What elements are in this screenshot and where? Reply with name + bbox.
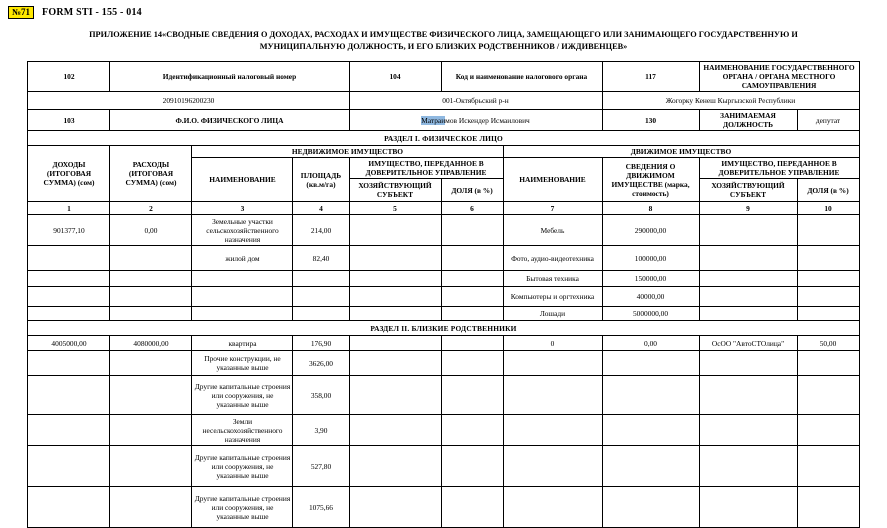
cell-movable-name: 0 (503, 336, 602, 351)
cell-subject-2 (699, 415, 797, 446)
cell-income (28, 376, 110, 415)
cell-area: 1075,66 (293, 487, 349, 528)
cell-expense (110, 376, 192, 415)
cell-subject-2: ОсОО "АвтоСТОлица" (699, 336, 797, 351)
cell-share (441, 307, 503, 321)
cell-subject (349, 415, 441, 446)
cell-area: 214,00 (293, 215, 349, 246)
cell-share (441, 376, 503, 415)
cell-movable-name: Бытовая техника (503, 271, 602, 287)
cell-subject (349, 271, 441, 287)
table-row (28, 487, 859, 528)
colnum-4: 4 (293, 202, 349, 215)
header-share: ДОЛЯ (в %) (441, 179, 503, 202)
table-row (28, 287, 859, 307)
cell-income (28, 487, 110, 528)
cell-subject-2 (699, 376, 797, 415)
cell-subject (349, 215, 441, 246)
cell-share-2 (797, 215, 859, 246)
header-movable: ДВИЖИМОЕ ИМУЩЕСТВО (503, 146, 859, 158)
cell-area: 3626,00 (293, 351, 349, 376)
document-number-badge: №71 (8, 6, 34, 19)
cell-income (28, 415, 110, 446)
cell-movable-info (602, 376, 699, 415)
colnum-2: 2 (110, 202, 192, 215)
cell-movable-name: Лошади (503, 307, 602, 321)
cell-income: 901377,10 (28, 215, 110, 246)
cell-name: Другие капитальные строения или сооружения, не указанные выше (192, 446, 293, 487)
cell-subject-2 (699, 287, 797, 307)
cell-movable-info: 290000,00 (602, 215, 699, 246)
cell-movable-name: Фото, аудио-видеотехника (503, 246, 602, 271)
colnum-6: 6 (441, 202, 503, 215)
cell-share-2 (797, 415, 859, 446)
cell-movable-name (503, 376, 602, 415)
cell-share (441, 446, 503, 487)
state-org-value: Жогорку Кенеш Кыргызской Республики (602, 92, 859, 110)
cell-movable-name (503, 446, 602, 487)
header-trust-immovable: ИМУЩЕСТВО, ПЕРЕДАННОЕ В ДОВЕРИТЕЛЬНОЕ УПРАВЛЕНИЕ (349, 158, 503, 179)
inn-value: 20910196200230 (28, 92, 349, 110)
code-102: 102 (28, 62, 110, 92)
cell-expense (110, 287, 192, 307)
header-trust-movable: ИМУЩЕСТВО, ПЕРЕДАННОЕ В ДОВЕРИТЕЛЬНОЕ УПРАВЛЕНИЕ (699, 158, 859, 179)
colnum-5: 5 (349, 202, 441, 215)
colnum-10: 10 (797, 202, 859, 215)
label-position: ЗАНИМАЕМАЯ ДОЛЖНОСТЬ (699, 110, 797, 131)
table-row (28, 336, 859, 351)
header-movable-name: НАИМЕНОВАНИЕ (503, 158, 602, 202)
cell-name: Другие капитальные строения или сооружения, не указанные выше (192, 487, 293, 528)
cell-expense (110, 446, 192, 487)
header-immovable: НЕДВИЖИМОЕ ИМУЩЕСТВО (192, 146, 503, 158)
declaration-table (27, 61, 859, 528)
column-number-row (28, 202, 859, 215)
colnum-8: 8 (602, 202, 699, 215)
tax-org-value: 001-Октябрьский р-н (349, 92, 602, 110)
cell-share-2 (797, 351, 859, 376)
section1-title: РАЗДЕЛ I. ФИЗИЧЕСКОЕ ЛИЦО (28, 131, 859, 146)
label-fio: Ф.И.О. ФИЗИЧЕСКОГО ЛИЦА (110, 110, 349, 131)
cell-subject-2 (699, 215, 797, 246)
cell-name: Земли несельскохозяйственного назначения (192, 415, 293, 446)
cell-share-2 (797, 446, 859, 487)
label-state-org: НАИМЕНОВАНИЕ ГОСУДАРСТВЕННОГО ОРГАНА / ОРГАНА МЕСТНОГО САМОУПРАВЛЕНИЯ (699, 62, 859, 92)
cell-name (192, 287, 293, 307)
cell-subject-2 (699, 307, 797, 321)
cell-movable-name: Мебель (503, 215, 602, 246)
cell-share-2 (797, 271, 859, 287)
cell-share (441, 287, 503, 307)
fio-rest: мов Искендер Исмаилович (445, 115, 530, 125)
cell-share-2 (797, 487, 859, 528)
cell-name: Прочие конструкции, не указанные выше (192, 351, 293, 376)
code-130: 130 (602, 110, 699, 131)
header-area: ПЛОЩАДЬ (кв.м/га) (293, 158, 349, 202)
fio-highlight: Матраи (421, 115, 446, 125)
document-title: ПРИЛОЖЕНИЕ 14«СВОДНЫЕ СВЕДЕНИЯ О ДОХОДАХ, РАСХОДАХ И ИМУЩЕСТВЕ ФИЗИЧЕСКОГО ЛИЦА, ЗАМЕЩАЮЩЕГО ИЛИ ЗАНИМАЮЩЕГО ГОСУДАРСТВЕННУЮ И МУНИЦИПАЛЬНУЮ ДОЛЖНОСТЬ, И ЕГО БЛИЗКИХ РОДСТВЕННИКОВ / ИЖДИВЕНЦЕВ» (89, 30, 798, 51)
cell-movable-info: 0,00 (602, 336, 699, 351)
cell-subject (349, 376, 441, 415)
code-104: 104 (349, 62, 441, 92)
cell-subject-2 (699, 487, 797, 528)
header-subject-2: ХОЗЯЙСТВУЮЩИЙ СУБЪЕКТ (699, 179, 797, 202)
label-inn: Идентификационный налоговый номер (110, 62, 349, 92)
cell-subject (349, 246, 441, 271)
cell-movable-info (602, 415, 699, 446)
cell-name (192, 307, 293, 321)
cell-movable-name (503, 415, 602, 446)
cell-income (28, 246, 110, 271)
header-name: НАИМЕНОВАНИЕ (192, 158, 293, 202)
cell-expense (110, 271, 192, 287)
document-header (0, 0, 887, 19)
cell-name: квартира (192, 336, 293, 351)
cell-subject-2 (699, 446, 797, 487)
cell-share-2: 50,00 (797, 336, 859, 351)
cell-share-2 (797, 246, 859, 271)
section2-title: РАЗДЕЛ II. БЛИЗКИЕ РОДСТВЕННИКИ (28, 321, 859, 336)
cell-income: 4005000,00 (28, 336, 110, 351)
cell-income (28, 287, 110, 307)
cell-income (28, 351, 110, 376)
section2-bar-row (28, 321, 859, 336)
cell-area (293, 307, 349, 321)
position-value: депутат (797, 110, 859, 131)
cell-area: 82,40 (293, 246, 349, 271)
fio-value (349, 110, 602, 131)
colnum-9: 9 (699, 202, 797, 215)
cell-expense (110, 246, 192, 271)
table-row (28, 215, 859, 246)
cell-area: 527,80 (293, 446, 349, 487)
cell-movable-info (602, 351, 699, 376)
header-income: ДОХОДЫ (ИТОГОВАЯ СУММА) (сом) (28, 146, 110, 202)
identity-header-row (28, 62, 859, 92)
cell-name: Другие капитальные строения или сооружения, не указанные выше (192, 376, 293, 415)
code-117: 117 (602, 62, 699, 92)
cell-income (28, 271, 110, 287)
cell-share (441, 487, 503, 528)
cell-movable-info: 5000000,00 (602, 307, 699, 321)
cell-subject (349, 351, 441, 376)
cell-movable-info: 100000,00 (602, 246, 699, 271)
cell-subject (349, 287, 441, 307)
code-103: 103 (28, 110, 110, 131)
header-share-2: ДОЛЯ (в %) (797, 179, 859, 202)
cell-movable-name (503, 487, 602, 528)
table-row (28, 271, 859, 287)
form-code-label: FORM STI - 155 - 014 (42, 7, 142, 18)
cell-expense (110, 487, 192, 528)
cell-subject-2 (699, 246, 797, 271)
cell-expense (110, 415, 192, 446)
cell-area: 176,90 (293, 336, 349, 351)
group-header-row (28, 146, 859, 158)
cell-subject-2 (699, 351, 797, 376)
cell-share-2 (797, 287, 859, 307)
cell-subject-2 (699, 271, 797, 287)
table-row (28, 351, 859, 376)
cell-share (441, 415, 503, 446)
cell-movable-info: 150000,00 (602, 271, 699, 287)
cell-expense: 4080000,00 (110, 336, 192, 351)
colnum-3: 3 (192, 202, 293, 215)
table-row (28, 376, 859, 415)
section1-bar-row (28, 131, 859, 146)
cell-area: 3,90 (293, 415, 349, 446)
table-row (28, 415, 859, 446)
cell-expense (110, 351, 192, 376)
cell-subject (349, 336, 441, 351)
colnum-1: 1 (28, 202, 110, 215)
table-row (28, 446, 859, 487)
cell-area: 358,00 (293, 376, 349, 415)
colnum-7: 7 (503, 202, 602, 215)
cell-area (293, 287, 349, 307)
cell-name (192, 271, 293, 287)
cell-share (441, 336, 503, 351)
cell-share (441, 351, 503, 376)
cell-income (28, 446, 110, 487)
cell-share-2 (797, 307, 859, 321)
identity-value-row (28, 92, 859, 110)
cell-name: жилой дом (192, 246, 293, 271)
cell-area (293, 271, 349, 287)
cell-subject (349, 446, 441, 487)
cell-movable-name (503, 351, 602, 376)
cell-expense (110, 307, 192, 321)
label-tax-org: Код и наименование налогового органа (441, 62, 602, 92)
header-movable-info: СВЕДЕНИЯ О ДВИЖИМОМ ИМУЩЕСТВЕ (марка, стоимость) (602, 158, 699, 202)
cell-share (441, 271, 503, 287)
cell-subject (349, 307, 441, 321)
cell-income (28, 307, 110, 321)
cell-movable-info (602, 446, 699, 487)
cell-movable-info: 40000,00 (602, 287, 699, 307)
cell-subject (349, 487, 441, 528)
header-expense: РАСХОДЫ (ИТОГОВАЯ СУММА) (сом) (110, 146, 192, 202)
person-row (28, 110, 859, 131)
cell-movable-name: Компьютеры и оргтехника (503, 287, 602, 307)
cell-expense: 0,00 (110, 215, 192, 246)
cell-name: Земельные участки сельскохозяйственного назначения (192, 215, 293, 246)
cell-share (441, 215, 503, 246)
table-row (28, 307, 859, 321)
cell-share (441, 246, 503, 271)
header-subject: ХОЗЯЙСТВУЮЩИЙ СУБЪЕКТ (349, 179, 441, 202)
cell-movable-info (602, 487, 699, 528)
table-row (28, 246, 859, 271)
cell-share-2 (797, 376, 859, 415)
